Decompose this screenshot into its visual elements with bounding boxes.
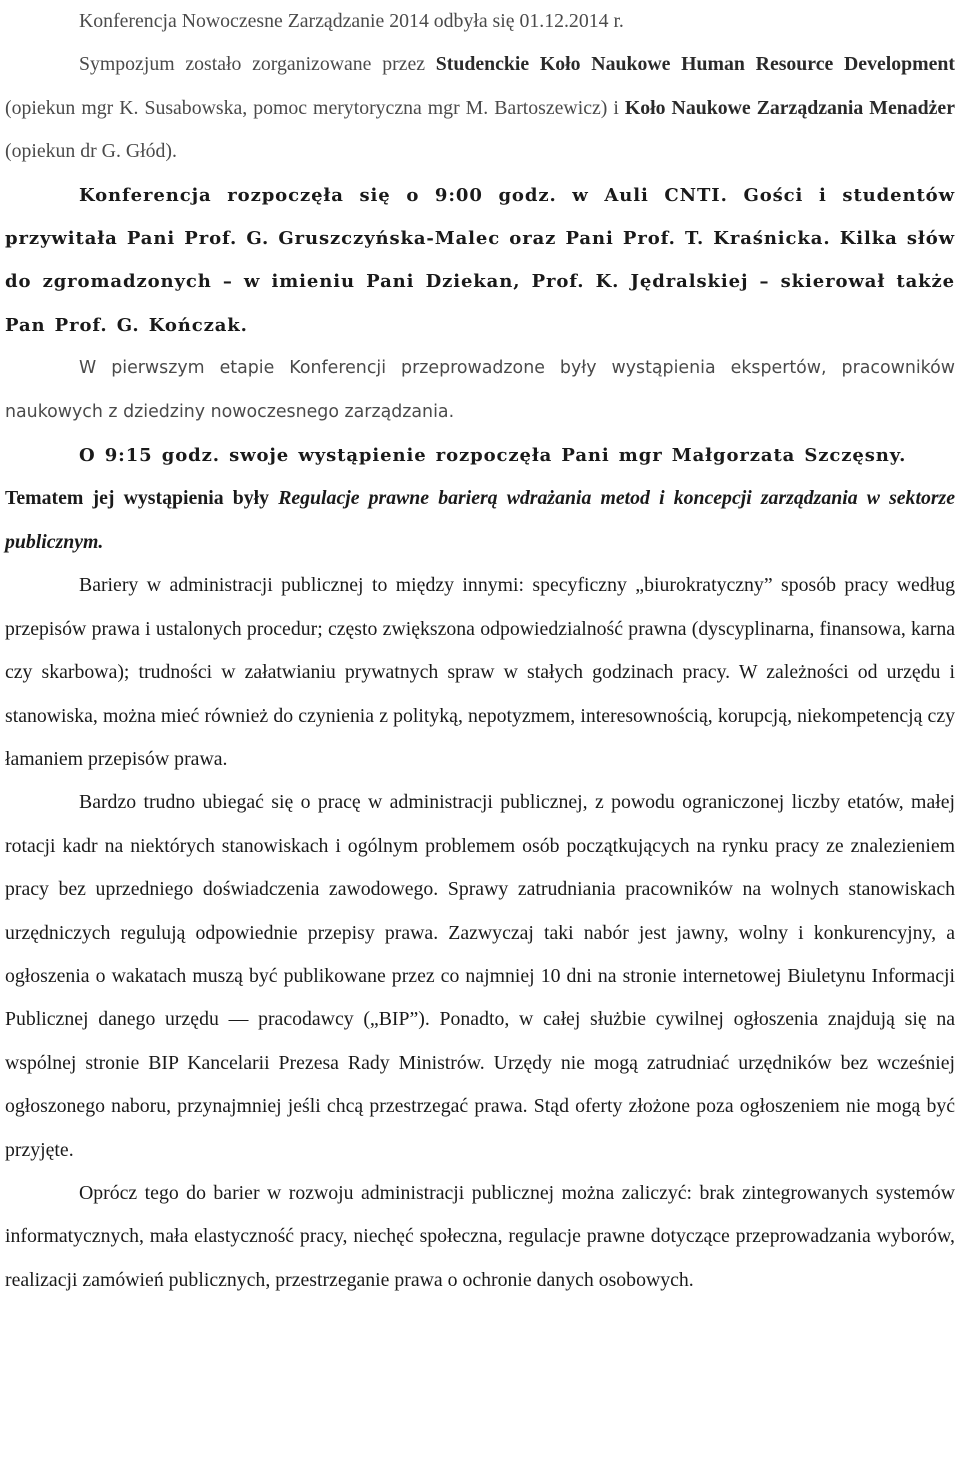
organizers-text-a: Sympozjum zostało zorganizowane przez <box>79 53 436 76</box>
paragraph-speaker: O 9:15 godz. swoje wystąpienie rozpoczęła Pani mgr Małgorzata Szczęsny. <box>79 445 907 467</box>
paragraph-opening: Konferencja rozpoczęła się o 9:00 godz. w Auli CNTI. Gości i studentów przywitała Pani Prof. G. Gruszczyńska-Malec oraz Pani Prof. T. Kraśnicka. Kilka słów do zgromadzonych – w imieniu Pani Dziekan, Prof. K. Jędralskiej – skierował także Pan Prof. G. Kończak. <box>5 184 955 336</box>
organizer-name-hrd: Studenckie Koło Naukowe Human Resource Development <box>435 53 955 76</box>
paragraph-other-barriers: Oprócz tego do barier w rozwoju administracji publicznej można zaliczyć: brak zintegrowanych systemów informatycznych, mała elastyczność pracy, niechęć społeczna, regulacje prawne dotyczące przeprowadzania wyborów, realizacji zamówień publicznych, przestrzeganie prawa o ochronie danych osobowych. <box>5 1181 955 1291</box>
document-page <box>5 0 955 1302</box>
paragraph-barriers: Bariery w administracji publicznej to między innymi: specyficzny „biurokratyczny” sposób pracy według przepisów prawa i ustalonych procedur; często zwiększona odpowiedzialność prawna (dyscyplinarna, finansowa, karna czy skarbowa); trudności w załatwianiu prywatnych spraw w stałych godzinach pracy. W zależności od urzędu i stanowiska, można mieć również do czynienia z polityką, nepotyzmem, interesownością, korupcją, niekompetencją czy łamaniem przepisów prawa. <box>5 574 955 770</box>
paragraph-organizers <box>5 43 955 173</box>
paragraph-conference-date: Konferencja Nowoczesne Zarządzanie 2014 odbyła się 01.12.2014 r. <box>79 10 624 32</box>
topic-intro: Tematem jej wystąpienia były <box>5 487 279 510</box>
organizer-name-menadzer: Koło Naukowe Zarządzania Menadżer <box>624 96 955 119</box>
paragraph-first-stage: W pierwszym etapie Konferencji przeprowadzone były wystąpienia ekspertów, pracowników naukowych z dziedziny nowoczesnego zarządzania. <box>5 358 955 422</box>
organizers-text-e: (opiekun dr G. Głód). <box>5 140 177 163</box>
paragraph-topic <box>5 477 955 564</box>
organizers-text-c: (opiekun mgr K. Susabowska, pomoc merytoryczna mgr M. Bartoszewicz) i <box>5 96 625 119</box>
topic-title: Regulacje prawne barierą wdrażania metod i koncepcji zarządzania w sektorze publicznym. <box>5 487 956 553</box>
paragraph-employment: Bardzo trudno ubiegać się o pracę w administracji publicznej, z powodu ograniczonej liczby etatów, małej rotacji kadr na niektórych stanowiskach i ogólnym problemem osób początkujących na rynku pracy ze znalezieniem pracy bez uprzedniego doświadczenia zawodowego. Sprawy zatrudniania pracowników na wolnych stanowiskach urzędniczych regulują odpowiednie przepisy prawa. Zazwyczaj taki nabór jest jawny, wolny i konkurencyjny, a ogłoszenia o wakatach muszą być publikowane przez co najmniej 10 dni na stronie internetowej Biuletynu Informacji Publicznej danego urzędu — pracodawcy („BIP”). Ponadto, w całej służbie cywilnej ogłoszenia znajdują się na wspólnej stronie BIP Kancelarii Prezesa Rady Ministrów. Urzędy nie mogą zatrudniać urzędników bez wcześniej ogłoszonego naboru, przynajmniej jeśli chcą przestrzegać prawa. Stąd oferty złożone poza ogłoszeniem nie mogą być przyjęte. <box>5 791 955 1161</box>
